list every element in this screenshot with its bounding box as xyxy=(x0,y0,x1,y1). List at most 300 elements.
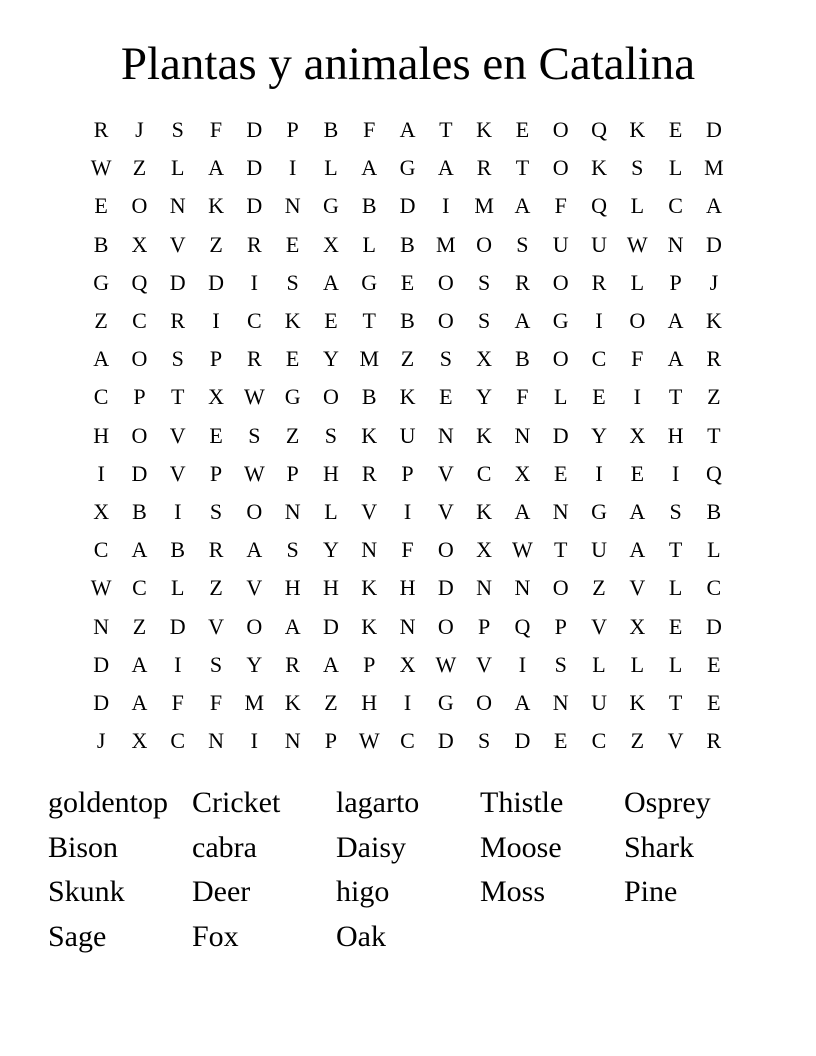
grid-cell: N xyxy=(437,422,454,448)
grid-cell: C xyxy=(591,728,607,754)
grid-cell: Y xyxy=(591,422,607,448)
grid-cell: U xyxy=(591,231,607,257)
grid-cell: G xyxy=(591,498,607,524)
grid-cell: D xyxy=(208,269,224,295)
grid-cell: D xyxy=(246,193,263,219)
grid-cell: C xyxy=(668,193,683,219)
grid-cell: A xyxy=(322,651,339,677)
page-title: Plantas y animales en Catalina xyxy=(120,38,696,90)
grid-cell: A xyxy=(437,155,454,181)
grid-cell: A xyxy=(514,498,531,524)
grid-cell: O xyxy=(437,537,454,563)
grid-cell: I xyxy=(212,308,220,334)
grid-cell: U xyxy=(399,422,416,448)
grid-cell: C xyxy=(170,728,186,754)
grid-cell: K xyxy=(476,498,493,524)
grid-cell: U xyxy=(591,537,607,563)
grid-cell: K xyxy=(629,689,646,715)
word-bank-item: Shark xyxy=(624,830,694,864)
grid-cell: D xyxy=(246,155,263,181)
grid-cell: T xyxy=(707,422,721,448)
grid-cell: H xyxy=(361,689,378,715)
grid-cell: T xyxy=(553,537,568,563)
grid-cell: W xyxy=(512,537,533,563)
grid-cell: O xyxy=(552,346,569,372)
grid-cell: W xyxy=(435,651,457,677)
word-bank-item: Moose xyxy=(480,830,562,864)
grid-cell: S xyxy=(286,269,299,295)
word-bank-item: higo xyxy=(336,875,390,908)
grid-row xyxy=(82,226,733,264)
grid-cell: E xyxy=(439,384,453,410)
grid-cell: O xyxy=(552,269,569,295)
grid-cell: K xyxy=(476,422,493,448)
grid-cell: Y xyxy=(322,346,339,372)
grid-cell: P xyxy=(554,613,567,639)
grid-cell: S xyxy=(171,346,184,372)
grid-cell: E xyxy=(553,728,568,754)
grid-cell: M xyxy=(359,346,379,372)
grid-cell: A xyxy=(667,308,684,334)
grid-cell: A xyxy=(93,346,110,372)
grid-cell: E xyxy=(630,460,645,486)
word-bank-item: Thistle xyxy=(480,786,564,819)
word-bank-item: Fox xyxy=(192,919,239,953)
grid-cell: R xyxy=(361,460,377,486)
grid-cell: D xyxy=(246,117,263,143)
grid-cell: E xyxy=(592,384,606,410)
grid-cell: V xyxy=(629,575,646,601)
grid-cell: N xyxy=(552,498,569,524)
grid-cell: O xyxy=(131,193,148,219)
grid-cell: Q xyxy=(131,269,148,295)
grid-cell: Z xyxy=(209,231,223,257)
grid-cell: B xyxy=(323,117,339,143)
grid-cell: C xyxy=(476,460,492,486)
grid-cell: Q xyxy=(514,613,531,639)
grid-row xyxy=(82,569,733,607)
grid-cell: X xyxy=(629,422,646,448)
grid-cell: V xyxy=(208,613,224,639)
grid-cell: T xyxy=(668,689,683,715)
grid-row xyxy=(82,149,733,187)
grid-cell: O xyxy=(246,498,263,524)
grid-cell: Z xyxy=(94,308,108,334)
grid-cell: K xyxy=(591,155,607,181)
grid-cell: V xyxy=(437,498,454,524)
grid-cell: L xyxy=(324,155,338,181)
grid-cell: Z xyxy=(324,689,338,715)
grid-cell: A xyxy=(629,537,646,563)
grid-cell: I xyxy=(174,498,182,524)
grid-row xyxy=(82,531,733,569)
grid-cell: B xyxy=(400,231,415,257)
grid-cell: N xyxy=(476,575,493,601)
grid-cell: D xyxy=(437,575,454,601)
grid-cell: X xyxy=(131,728,148,754)
grid-cell: R xyxy=(208,537,224,563)
word-bank-item: Sage xyxy=(48,919,107,953)
grid-cell: D xyxy=(552,422,569,448)
grid-cell: J xyxy=(135,117,144,143)
grid-cell: N xyxy=(284,498,301,524)
grid-cell: Z xyxy=(132,155,147,181)
grid-cell: O xyxy=(131,422,148,448)
grid-cell: O xyxy=(552,117,569,143)
grid-cell: B xyxy=(706,498,722,524)
grid-cell: R xyxy=(706,346,722,372)
grid-cell: O xyxy=(476,689,493,715)
grid-cell: W xyxy=(358,728,380,754)
grid-cell: A xyxy=(131,689,148,715)
grid-cell: T xyxy=(668,384,683,410)
grid-cell: H xyxy=(322,575,339,601)
grid-cell: O xyxy=(476,231,493,257)
grid-cell: X xyxy=(399,651,416,677)
grid-cell: R xyxy=(706,728,722,754)
grid-cell: S xyxy=(324,422,338,448)
grid-cell: A xyxy=(514,689,531,715)
word-bank-item: Bison xyxy=(48,830,119,864)
grid-cell: X xyxy=(476,537,493,563)
grid-cell: A xyxy=(284,613,301,639)
grid-cell: E xyxy=(515,117,530,143)
grid-cell: A xyxy=(629,498,646,524)
grid-cell: G xyxy=(552,308,569,334)
grid-cell: I xyxy=(403,689,412,715)
word-bank-item: Pine xyxy=(624,875,678,908)
grid-cell: H xyxy=(93,422,110,448)
word-bank-item: cabra xyxy=(192,830,257,864)
word-bank-item: goldentop xyxy=(48,786,168,819)
grid-cell: U xyxy=(591,689,607,715)
grid-cell: Z xyxy=(630,728,645,754)
grid-cell: S xyxy=(439,346,452,372)
grid-cell: H xyxy=(399,575,416,601)
grid-cell: V xyxy=(476,651,493,677)
grid-row xyxy=(82,264,733,302)
grid-cell: B xyxy=(400,308,415,334)
grid-cell: A xyxy=(514,308,531,334)
grid-cell: L xyxy=(668,651,683,677)
grid-cell: S xyxy=(669,498,682,524)
grid-cell: K xyxy=(476,117,493,143)
grid-row xyxy=(82,493,733,531)
grid-cell: S xyxy=(554,651,567,677)
grid-cell: L xyxy=(668,575,683,601)
grid-cell: I xyxy=(671,460,680,486)
grid-cell: C xyxy=(246,308,262,334)
grid-cell: E xyxy=(285,231,300,257)
grid-cell: K xyxy=(361,422,378,448)
grid-cell: S xyxy=(209,651,223,677)
grid-cell: N xyxy=(667,231,684,257)
grid-cell: B xyxy=(361,384,377,410)
grid-cell: K xyxy=(284,689,301,715)
word-bank-item: Deer xyxy=(192,875,251,908)
grid-cell: I xyxy=(403,498,412,524)
grid-cell: R xyxy=(93,117,109,143)
grid-cell: R xyxy=(285,651,300,677)
word-bank-item: Skunk xyxy=(48,875,125,908)
grid-cell: C xyxy=(400,728,415,754)
grid-cell: D xyxy=(399,193,416,219)
grid-cell: L xyxy=(630,193,645,219)
grid-cell: R xyxy=(476,155,492,181)
grid-cell: S xyxy=(516,231,529,257)
grid-cell: I xyxy=(174,651,182,677)
grid-cell: C xyxy=(93,537,109,563)
grid-cell: M xyxy=(436,231,456,257)
grid-cell: N xyxy=(399,613,416,639)
grid-cell: S xyxy=(631,155,644,181)
grid-cell: C xyxy=(93,384,109,410)
grid-cell: F xyxy=(401,537,414,563)
grid-cell: L xyxy=(630,269,645,295)
grid-cell: O xyxy=(322,384,339,410)
word-bank-item: Cricket xyxy=(192,786,281,819)
grid-cell: X xyxy=(476,346,493,372)
grid-cell: Q xyxy=(705,460,722,486)
grid-cell: W xyxy=(626,231,648,257)
grid-cell: I xyxy=(250,269,258,295)
grid-cell: F xyxy=(171,689,184,715)
grid-cell: P xyxy=(401,460,414,486)
grid-cell: V xyxy=(591,613,607,639)
grid-cell: I xyxy=(250,728,258,754)
grid-cell: I xyxy=(518,651,527,677)
grid-cell: C xyxy=(132,575,147,601)
grid-cell: C xyxy=(706,575,722,601)
grid-cell: Z xyxy=(592,575,606,601)
grid-cell: E xyxy=(400,269,415,295)
grid-cell: A xyxy=(131,537,148,563)
grid-cell: B xyxy=(170,537,186,563)
grid-row xyxy=(82,417,733,455)
grid-cell: D xyxy=(93,689,110,715)
grid-cell: W xyxy=(243,384,265,410)
grid-cell: O xyxy=(437,613,454,639)
grid-cell: V xyxy=(246,575,263,601)
grid-cell: L xyxy=(171,575,185,601)
grid-cell: E xyxy=(668,613,683,639)
grid-cell: A xyxy=(246,537,263,563)
grid-cell: T xyxy=(171,384,185,410)
grid-cell: V xyxy=(169,422,186,448)
grid-row xyxy=(82,340,733,378)
word-search-grid xyxy=(82,111,733,760)
grid-cell: G xyxy=(437,689,454,715)
grid-cell: V xyxy=(361,498,378,524)
word-bank xyxy=(48,781,768,959)
grid-cell: P xyxy=(363,651,376,677)
grid-cell: V xyxy=(169,231,186,257)
grid-cell: L xyxy=(592,651,606,677)
grid-cell: X xyxy=(322,231,339,257)
grid-cell: K xyxy=(361,575,378,601)
grid-cell: W xyxy=(90,575,112,601)
grid-cell: D xyxy=(514,728,531,754)
grid-cell: R xyxy=(246,231,262,257)
grid-cell: N xyxy=(93,613,110,639)
grid-cell: I xyxy=(288,155,297,181)
grid-cell: P xyxy=(286,460,299,486)
grid-cell: O xyxy=(437,269,454,295)
grid-cell: F xyxy=(554,193,567,219)
word-bank-item: Moss xyxy=(480,875,546,908)
grid-cell: J xyxy=(96,728,106,754)
grid-cell: I xyxy=(633,384,641,410)
grid-cell: Y xyxy=(322,537,339,563)
grid-cell: B xyxy=(515,346,530,372)
grid-row xyxy=(82,684,733,722)
grid-row xyxy=(82,111,733,149)
grid-cell: S xyxy=(477,269,491,295)
grid-cell: A xyxy=(705,193,722,219)
grid-cell: G xyxy=(322,193,339,219)
grid-cell: S xyxy=(248,422,261,448)
grid-cell: Q xyxy=(591,117,607,143)
word-bank-item: Oak xyxy=(336,919,386,953)
grid-cell: L xyxy=(668,155,683,181)
grid-row xyxy=(82,187,733,225)
grid-cell: D xyxy=(169,613,186,639)
grid-cell: G xyxy=(361,269,378,295)
grid-cell: N xyxy=(208,728,224,754)
grid-cell: X xyxy=(131,231,148,257)
grid-cell: F xyxy=(209,117,223,143)
grid-cell: P xyxy=(324,728,338,754)
grid-cell: T xyxy=(439,117,453,143)
grid-cell: O xyxy=(629,308,646,334)
grid-cell: P xyxy=(133,384,146,410)
grid-cell: S xyxy=(171,117,184,143)
grid-cell: A xyxy=(667,346,684,372)
grid-cell: H xyxy=(322,460,339,486)
grid-cell: X xyxy=(208,384,224,410)
grid-cell: S xyxy=(477,308,491,334)
grid-cell: W xyxy=(90,155,112,181)
grid-cell: D xyxy=(93,651,110,677)
grid-cell: E xyxy=(209,422,223,448)
grid-cell: F xyxy=(209,689,223,715)
grid-cell: K xyxy=(629,117,646,143)
grid-cell: S xyxy=(209,498,223,524)
grid-cell: G xyxy=(399,155,416,181)
grid-cell: K xyxy=(284,308,301,334)
grid-cell: G xyxy=(284,384,301,410)
grid-cell: E xyxy=(553,460,568,486)
grid-cell: R xyxy=(515,269,530,295)
grid-cell: D xyxy=(705,231,722,257)
grid-cell: U xyxy=(552,231,569,257)
grid-cell: H xyxy=(284,575,301,601)
word-bank-item: lagarto xyxy=(336,786,420,819)
grid-cell: P xyxy=(669,269,682,295)
grid-cell: V xyxy=(169,460,186,486)
grid-cell: I xyxy=(442,193,450,219)
grid-cell: O xyxy=(552,575,569,601)
grid-cell: D xyxy=(169,269,186,295)
grid-cell: X xyxy=(629,613,646,639)
grid-cell: N xyxy=(284,728,301,754)
grid-cell: T xyxy=(668,537,683,563)
grid-cell: Z xyxy=(707,384,721,410)
grid-cell: Y xyxy=(476,384,493,410)
grid-cell: M xyxy=(244,689,265,715)
grid-cell: O xyxy=(437,308,454,334)
grid-cell: I xyxy=(595,460,603,486)
grid-cell: G xyxy=(93,269,110,295)
grid-cell: O xyxy=(246,613,263,639)
grid-cell: L xyxy=(707,537,721,563)
grid-cell: D xyxy=(131,460,148,486)
grid-row xyxy=(82,378,733,416)
grid-cell: F xyxy=(516,384,529,410)
grid-cell: E xyxy=(707,651,721,677)
grid-cell: S xyxy=(477,728,491,754)
grid-cell: X xyxy=(514,460,531,486)
grid-cell: P xyxy=(477,613,491,639)
grid-cell: C xyxy=(132,308,147,334)
grid-cell: M xyxy=(474,193,494,219)
grid-cell: T xyxy=(362,308,376,334)
grid-cell: E xyxy=(324,308,338,334)
grid-cell: E xyxy=(707,689,721,715)
grid-row xyxy=(82,722,733,760)
grid-row xyxy=(82,455,733,493)
grid-cell: A xyxy=(131,651,148,677)
grid-cell: C xyxy=(591,346,607,372)
grid-cell: S xyxy=(286,537,299,563)
grid-cell: N xyxy=(514,575,531,601)
grid-cell: Z xyxy=(209,575,223,601)
grid-cell: K xyxy=(399,384,416,410)
grid-cell: H xyxy=(667,422,684,448)
grid-cell: P xyxy=(286,117,299,143)
grid-cell: K xyxy=(208,193,224,219)
grid-cell: Y xyxy=(246,651,263,677)
grid-cell: M xyxy=(704,155,724,181)
grid-row xyxy=(82,646,733,684)
grid-cell: N xyxy=(361,537,378,563)
grid-cell: T xyxy=(515,155,530,181)
grid-cell: L xyxy=(630,651,645,677)
grid-cell: N xyxy=(514,422,531,448)
grid-cell: O xyxy=(131,346,148,372)
grid-cell: B xyxy=(361,193,377,219)
grid-cell: Q xyxy=(591,193,607,219)
word-bank-item: Daisy xyxy=(336,830,406,864)
grid-cell: A xyxy=(399,117,416,143)
grid-cell: F xyxy=(363,117,376,143)
grid-cell: P xyxy=(209,346,223,372)
grid-cell: K xyxy=(705,308,722,334)
grid-cell: P xyxy=(209,460,223,486)
grid-cell: D xyxy=(705,117,722,143)
grid-cell: Z xyxy=(132,613,147,639)
grid-cell: N xyxy=(284,193,301,219)
grid-cell: E xyxy=(285,346,300,372)
grid-cell: I xyxy=(97,460,105,486)
grid-cell: D xyxy=(705,613,722,639)
grid-cell: V xyxy=(667,728,684,754)
grid-cell: N xyxy=(552,689,569,715)
grid-cell: R xyxy=(246,346,262,372)
grid-row xyxy=(82,302,733,340)
word-bank-item: Osprey xyxy=(624,786,711,819)
grid-cell: A xyxy=(322,269,339,295)
